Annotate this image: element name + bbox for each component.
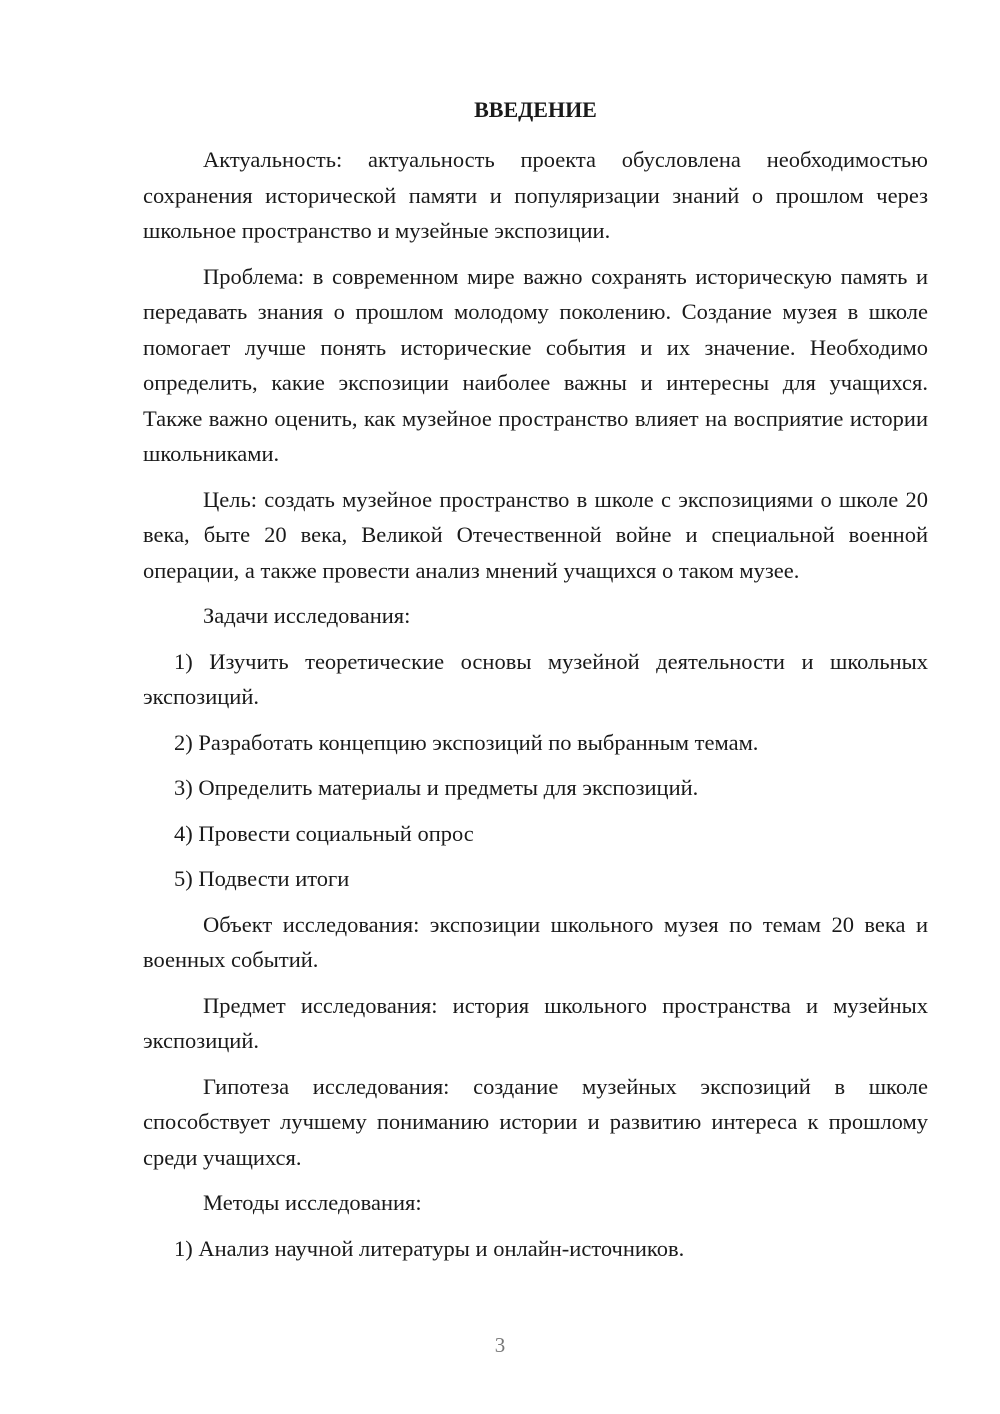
task-item-1: 1) Изучить теоретические основы музейной деятельности и школьных экспозиций. (143, 648, 928, 709)
task-item-3: 3) Определить материалы и предметы для экспозиций. (174, 775, 699, 800)
page-number: 3 (494, 1333, 506, 1357)
task-item-4: 4) Провести социальный опрос (174, 820, 474, 846)
object-paragraph: Объект исследования: экспозиции школьного музея по темам 20 века и военных событий. (143, 911, 928, 972)
document-page (143, 92, 928, 1266)
goal-paragraph: Цель: создать музейное пространство в школе с экспозициями о школе 20 века, быте 20 века, Великой Отечественной войне и специальной военной операции, а также провести анализ мнений учащихся о таком музее. (143, 486, 928, 583)
methods-heading: Методы исследования: (203, 1190, 422, 1215)
section-title: ВВЕДЕНИЕ (474, 97, 597, 122)
hypothesis-paragraph: Гипотеза исследования: создание музейных экспозиций в школе способствует лучшему пониманию истории и развитию интереса к прошлому среди учащихся. (143, 1073, 928, 1170)
relevance-paragraph: Актуальность: актуальность проекта обусловлена необходимостью сохранения исторической памяти и популяризации знаний о прошлом через школьное пространство и музейные экспозиции. (143, 147, 928, 243)
task-item-5: 5) Подвести итоги (174, 866, 350, 891)
method-item-1: 1) Анализ научной литературы и онлайн-источников. (174, 1235, 685, 1261)
subject-paragraph: Предмет исследования: история школьного пространства и музейных экспозиций. (143, 992, 928, 1053)
task-item-2: 2) Разработать концепцию экспозиций по выбранным темам. (174, 729, 759, 755)
tasks-heading: Задачи исследования: (203, 603, 411, 628)
problem-paragraph: Проблема: в современном мире важно сохранять историческую память и передавать знания о прошлом молодому поколению. Создание музея в школе помогает лучше понять исторические события и их значение. Необходимо определить, какие экспозиции наиболее важны и интересны для учащихся. Также важно оценить, как музейное пространство влияет на восприятие истории школьниками. (143, 263, 928, 466)
